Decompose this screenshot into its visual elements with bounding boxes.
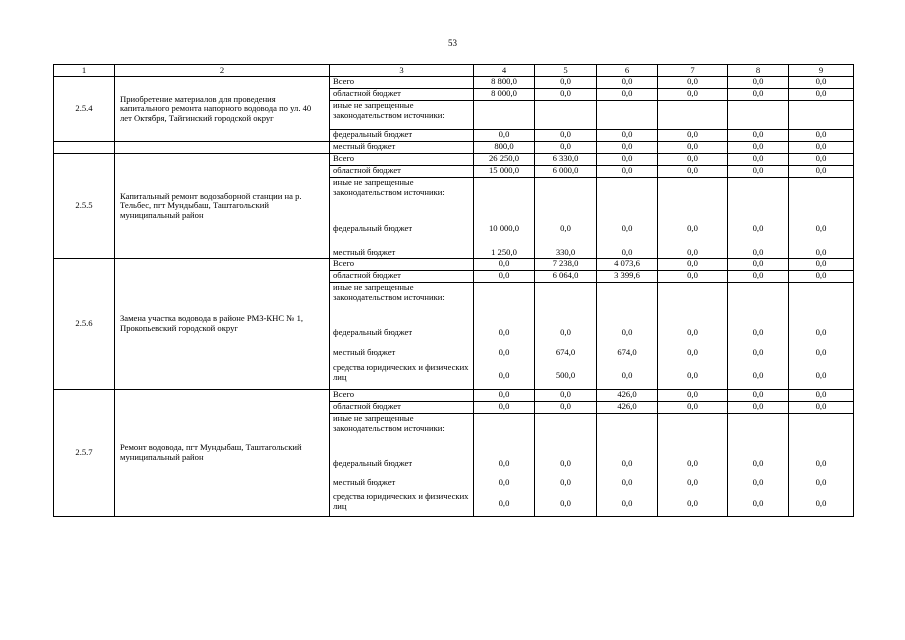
value-cell: 0,0 — [535, 323, 597, 343]
source-label: областной бюджет — [330, 402, 474, 414]
value-cell: 0,0 — [535, 218, 597, 240]
value-cell: 0,0 — [658, 77, 728, 89]
value-cell: 0,0 — [789, 492, 854, 517]
source-label: Всего — [330, 154, 474, 166]
value-cell: 0,0 — [658, 271, 728, 283]
header-row — [54, 65, 854, 77]
value-cell: 0,0 — [597, 240, 658, 259]
value-cell: 0,0 — [789, 77, 854, 89]
value-cell: 0,0 — [597, 130, 658, 142]
value-cell: 4 073,6 — [597, 259, 658, 271]
value-cell — [728, 101, 789, 130]
header-cell: 4 — [474, 65, 535, 77]
value-cell: 0,0 — [597, 454, 658, 474]
value-cell — [535, 101, 597, 130]
value-cell: 0,0 — [789, 130, 854, 142]
value-cell: 0,0 — [789, 271, 854, 283]
value-cell: 0,0 — [789, 343, 854, 363]
source-label: областной бюджет — [330, 166, 474, 178]
value-cell: 0,0 — [535, 77, 597, 89]
value-cell: 330,0 — [535, 240, 597, 259]
value-cell: 0,0 — [789, 363, 854, 390]
value-cell: 0,0 — [474, 402, 535, 414]
source-label: иные не запрещенные законодательством источники: — [330, 178, 474, 219]
value-cell: 0,0 — [789, 402, 854, 414]
value-cell: 0,0 — [789, 154, 854, 166]
spacer-cell — [54, 142, 115, 154]
value-cell: 0,0 — [789, 166, 854, 178]
value-cell: 0,0 — [728, 130, 789, 142]
value-cell: 26 250,0 — [474, 154, 535, 166]
value-cell: 0,0 — [597, 142, 658, 154]
value-cell: 0,0 — [728, 323, 789, 343]
value-cell: 0,0 — [658, 218, 728, 240]
value-cell: 0,0 — [658, 166, 728, 178]
value-cell: 0,0 — [789, 323, 854, 343]
header-cell: 7 — [658, 65, 728, 77]
value-cell: 7 238,0 — [535, 259, 597, 271]
value-cell: 0,0 — [658, 240, 728, 259]
page-number: 53 — [448, 38, 457, 48]
value-cell: 426,0 — [597, 390, 658, 402]
table-row — [54, 259, 854, 271]
value-cell: 0,0 — [728, 492, 789, 517]
source-label: иные не запрещенные законодательством источники: — [330, 101, 474, 130]
value-cell: 6 000,0 — [535, 166, 597, 178]
value-cell — [597, 101, 658, 130]
source-label: местный бюджет — [330, 142, 474, 154]
value-cell: 674,0 — [535, 343, 597, 363]
item-name: Замена участка водовода в районе РМЗ-КНС № 1, Прокопьевский городской округ — [115, 259, 330, 390]
source-label: Всего — [330, 259, 474, 271]
value-cell: 800,0 — [474, 142, 535, 154]
value-cell: 0,0 — [658, 89, 728, 101]
value-cell: 0,0 — [789, 454, 854, 474]
value-cell: 0,0 — [597, 363, 658, 390]
value-cell — [728, 414, 789, 455]
value-cell: 0,0 — [789, 474, 854, 492]
value-cell: 0,0 — [728, 166, 789, 178]
source-label: местный бюджет — [330, 343, 474, 363]
value-cell — [658, 414, 728, 455]
value-cell — [658, 283, 728, 324]
value-cell: 0,0 — [728, 77, 789, 89]
item-code: 2.5.4 — [54, 77, 115, 142]
value-cell: 0,0 — [535, 454, 597, 474]
value-cell: 0,0 — [658, 474, 728, 492]
header-cell: 1 — [54, 65, 115, 77]
value-cell: 0,0 — [474, 390, 535, 402]
value-cell: 0,0 — [474, 271, 535, 283]
value-cell — [597, 414, 658, 455]
value-cell — [658, 101, 728, 130]
value-cell: 674,0 — [597, 343, 658, 363]
value-cell: 8 000,0 — [474, 89, 535, 101]
value-cell — [535, 178, 597, 219]
value-cell: 0,0 — [789, 142, 854, 154]
value-cell — [597, 178, 658, 219]
value-cell — [474, 283, 535, 324]
value-cell: 0,0 — [474, 259, 535, 271]
source-label: местный бюджет — [330, 474, 474, 492]
value-cell: 8 800,0 — [474, 77, 535, 89]
value-cell — [474, 414, 535, 455]
value-cell — [658, 178, 728, 219]
value-cell: 0,0 — [597, 166, 658, 178]
value-cell: 0,0 — [474, 343, 535, 363]
value-cell: 0,0 — [728, 343, 789, 363]
value-cell — [474, 101, 535, 130]
value-cell: 0,0 — [658, 390, 728, 402]
source-label: федеральный бюджет — [330, 218, 474, 240]
value-cell: 0,0 — [728, 402, 789, 414]
value-cell: 0,0 — [658, 130, 728, 142]
value-cell: 0,0 — [597, 77, 658, 89]
value-cell: 0,0 — [658, 142, 728, 154]
value-cell: 0,0 — [789, 240, 854, 259]
value-cell — [789, 283, 854, 324]
value-cell: 0,0 — [789, 259, 854, 271]
value-cell: 0,0 — [728, 363, 789, 390]
value-cell: 1 250,0 — [474, 240, 535, 259]
item-name: Капитальный ремонт водозаборной станции на р. Тельбес, пгт Мундыбаш, Таштагольский муниципальный район — [115, 154, 330, 259]
source-label: местный бюджет — [330, 240, 474, 259]
value-cell — [789, 178, 854, 219]
table-row — [54, 390, 854, 402]
value-cell: 0,0 — [658, 343, 728, 363]
value-cell: 0,0 — [658, 454, 728, 474]
source-label: областной бюджет — [330, 89, 474, 101]
value-cell: 0,0 — [658, 259, 728, 271]
item-code: 2.5.5 — [54, 154, 115, 259]
value-cell — [728, 283, 789, 324]
header-cell: 9 — [789, 65, 854, 77]
value-cell: 0,0 — [658, 323, 728, 343]
value-cell: 0,0 — [658, 154, 728, 166]
value-cell: 3 399,6 — [597, 271, 658, 283]
value-cell: 0,0 — [535, 130, 597, 142]
header-cell: 8 — [728, 65, 789, 77]
value-cell: 0,0 — [728, 259, 789, 271]
header-cell: 3 — [330, 65, 474, 77]
value-cell: 0,0 — [789, 390, 854, 402]
value-cell: 0,0 — [474, 454, 535, 474]
source-label: Всего — [330, 390, 474, 402]
value-cell: 0,0 — [658, 492, 728, 517]
value-cell — [728, 178, 789, 219]
source-label: средства юридических и физических лиц — [330, 492, 474, 517]
value-cell: 0,0 — [728, 390, 789, 402]
value-cell: 0,0 — [728, 240, 789, 259]
value-cell — [535, 414, 597, 455]
value-cell: 0,0 — [728, 142, 789, 154]
value-cell: 500,0 — [535, 363, 597, 390]
value-cell — [535, 283, 597, 324]
value-cell: 15 000,0 — [474, 166, 535, 178]
value-cell: 0,0 — [597, 474, 658, 492]
budget-table — [53, 64, 854, 517]
value-cell: 0,0 — [728, 218, 789, 240]
value-cell: 6 330,0 — [535, 154, 597, 166]
value-cell: 426,0 — [597, 402, 658, 414]
item-name: Ремонт водовода, пгт Мундыбаш, Таштагольский муниципальный район — [115, 390, 330, 517]
value-cell: 0,0 — [474, 363, 535, 390]
value-cell: 0,0 — [474, 492, 535, 517]
value-cell: 0,0 — [474, 474, 535, 492]
value-cell: 0,0 — [728, 89, 789, 101]
value-cell: 0,0 — [658, 402, 728, 414]
value-cell: 0,0 — [597, 89, 658, 101]
value-cell: 0,0 — [597, 154, 658, 166]
source-label: иные не запрещенные законодательством источники: — [330, 283, 474, 324]
value-cell: 0,0 — [535, 89, 597, 101]
source-label: федеральный бюджет — [330, 454, 474, 474]
value-cell: 0,0 — [789, 89, 854, 101]
value-cell: 0,0 — [535, 402, 597, 414]
value-cell: 0,0 — [535, 474, 597, 492]
table-row — [54, 154, 854, 166]
header-cell: 6 — [597, 65, 658, 77]
value-cell: 0,0 — [728, 154, 789, 166]
value-cell: 10 000,0 — [474, 218, 535, 240]
source-label: федеральный бюджет — [330, 323, 474, 343]
value-cell: 0,0 — [535, 492, 597, 517]
item-code: 2.5.6 — [54, 259, 115, 390]
value-cell: 0,0 — [535, 142, 597, 154]
value-cell — [789, 414, 854, 455]
value-cell: 0,0 — [658, 363, 728, 390]
value-cell: 0,0 — [728, 474, 789, 492]
spacer-cell — [115, 142, 330, 154]
value-cell — [597, 283, 658, 324]
table-row — [54, 142, 854, 154]
value-cell: 0,0 — [789, 218, 854, 240]
source-label: средства юридических и физических лиц — [330, 363, 474, 390]
value-cell: 0,0 — [597, 492, 658, 517]
value-cell: 0,0 — [535, 390, 597, 402]
item-name: Приобретение материалов для проведения капитального ремонта напорного водовода по ул. 40 лет Октября, Тайгинский городской округ — [115, 77, 330, 142]
source-label: областной бюджет — [330, 271, 474, 283]
value-cell: 0,0 — [474, 130, 535, 142]
table-row — [54, 77, 854, 89]
value-cell — [789, 101, 854, 130]
source-label: Всего — [330, 77, 474, 89]
value-cell: 0,0 — [474, 323, 535, 343]
source-label: иные не запрещенные законодательством источники: — [330, 414, 474, 455]
header-cell: 2 — [115, 65, 330, 77]
value-cell: 0,0 — [728, 271, 789, 283]
header-cell: 5 — [535, 65, 597, 77]
value-cell: 0,0 — [597, 218, 658, 240]
value-cell: 6 064,0 — [535, 271, 597, 283]
value-cell — [474, 178, 535, 219]
value-cell: 0,0 — [728, 454, 789, 474]
item-code: 2.5.7 — [54, 390, 115, 517]
source-label: федеральный бюджет — [330, 130, 474, 142]
value-cell: 0,0 — [597, 323, 658, 343]
